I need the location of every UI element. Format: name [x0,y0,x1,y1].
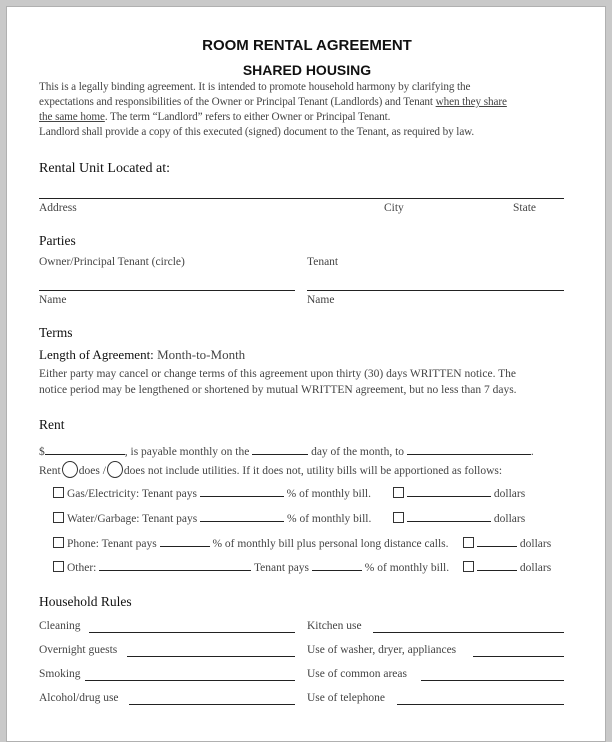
length-label: Length of Agreement: [39,347,154,362]
water-dollars-field[interactable] [407,511,491,522]
day-of-month-text: day of the month, to [308,446,405,458]
owner-name-line[interactable] [39,290,295,291]
intro-line-1: This is a legally binding agreement. It is intended to promote household harmony by clarifying the [39,81,471,93]
payable-text: , is payable monthly on the [124,446,253,458]
intro-line-2-text: expectations and responsibilities of the Owner or Principal Tenant (Landlords) and Tenant [39,96,436,108]
other-description-field[interactable] [99,560,251,571]
length-of-agreement [39,347,245,363]
does-not-option[interactable] [107,461,123,478]
common-line[interactable] [421,680,564,681]
alcohol-line[interactable] [129,704,295,705]
washer-label: Use of washer, dryer, appliances [307,644,457,656]
alcohol-label: Alcohol/drug use [39,692,119,704]
water-dollars [393,511,525,525]
cleaning-label: Cleaning [39,620,81,632]
owner-label: Owner/Principal Tenant (circle) [39,256,185,268]
intro-line-3-text: . The term “Landlord” refers to either Owner or Principal Tenant. [104,111,391,123]
gas-row [53,486,371,500]
other-dollars-field[interactable] [477,560,517,571]
water-row [53,511,371,525]
water-dollars-label: dollars [493,513,526,525]
tenant-name-line[interactable] [307,290,564,291]
rent-heading: Rent [39,417,65,432]
other-tenant-pays: Tenant pays [253,562,310,574]
document-title: ROOM RENTAL AGREEMENT [202,37,412,54]
rental-unit-heading: Rental Unit Located at: [39,161,171,176]
rent-word: Rent [39,465,61,477]
intro-line-3 [39,111,390,123]
water-label: Water/Garbage: Tenant pays [67,513,198,525]
rent-period: . [530,446,534,458]
overnight-line[interactable] [127,656,295,657]
phone-checkbox[interactable] [53,537,64,548]
tenant-label: Tenant [307,256,339,268]
intro-underlined-2: the same home [39,111,105,123]
rent-line-1 [39,444,534,458]
other-dollars [463,560,551,574]
gas-label: Gas/Electricity: Tenant pays [67,488,197,500]
intro-line-4: Landlord shall provide a copy of this executed (signed) document to the Tenant, as required by law. [39,126,475,138]
other-label: Other: [67,562,97,574]
phone-percent-field[interactable] [160,536,210,547]
phone-dollars-field[interactable] [477,536,517,547]
phone-dollars-label: dollars [519,538,552,550]
other-checkbox[interactable] [53,561,64,572]
phone-pct-text: % of monthly bill plus personal long distance calls. [212,538,449,550]
cleaning-line[interactable] [89,632,295,633]
smoking-line[interactable] [85,680,295,681]
address-line[interactable] [39,198,564,199]
other-row [53,560,449,574]
other-dollars-label: dollars [519,562,552,574]
household-rules-heading: Household Rules [39,594,132,609]
gas-dollars-checkbox[interactable] [393,487,404,498]
owner-name-label: Name [39,294,67,306]
water-percent-field[interactable] [200,511,284,522]
gas-dollars [393,486,525,500]
overnight-label: Overnight guests [39,644,118,656]
kitchen-line[interactable] [373,632,564,633]
terms-text-2: notice period may be lengthened or shortened by mutual WRITTEN agreement, but no less than 7 days. [39,384,517,396]
water-checkbox[interactable] [53,512,64,523]
gas-percent-field[interactable] [200,486,284,497]
city-label: City [384,202,404,214]
phone-label: Phone: Tenant pays [67,538,157,550]
phone-row [53,536,448,550]
dollar-sign: $ [39,446,45,458]
other-dollars-checkbox[interactable] [463,561,474,572]
does-not-text: does not include utilities. If it does not, utility bills will be apportioned as follows: [123,465,503,477]
telephone-line[interactable] [397,704,564,705]
phone-dollars-checkbox[interactable] [463,537,474,548]
water-pct-text: % of monthly bill. [287,513,372,525]
does-option[interactable] [62,461,78,478]
gas-checkbox[interactable] [53,487,64,498]
parties-heading: Parties [39,233,76,248]
gas-dollars-label: dollars [493,488,526,500]
gas-pct-text: % of monthly bill. [286,488,372,500]
terms-heading: Terms [39,325,73,340]
length-value: Month-to-Month [153,347,246,362]
address-label: Address [39,202,77,214]
rent-line-2 [39,461,502,478]
tenant-name-label: Name [307,294,335,306]
rent-amount-field[interactable] [45,444,125,455]
does-text: does / [78,465,106,477]
gas-dollars-field[interactable] [407,486,491,497]
rent-day-field[interactable] [252,444,308,455]
intro-line-2 [39,96,507,108]
other-percent-field[interactable] [312,560,362,571]
common-label: Use of common areas [307,668,407,680]
telephone-label: Use of telephone [307,692,385,704]
water-dollars-checkbox[interactable] [393,512,404,523]
washer-line[interactable] [473,656,564,657]
other-pct-text: % of monthly bill. [364,562,450,574]
document-subtitle: SHARED HOUSING [242,62,372,78]
phone-dollars [463,536,551,550]
kitchen-label: Kitchen use [307,620,362,632]
document-page [6,6,606,742]
smoking-label: Smoking [39,668,81,680]
intro-underlined-1: when they share [435,96,507,108]
terms-text-1: Either party may cancel or change terms of this agreement upon thirty (30) days WRITTEN notice. The [39,368,516,380]
rent-payee-field[interactable] [407,444,531,455]
state-label: State [513,202,536,214]
